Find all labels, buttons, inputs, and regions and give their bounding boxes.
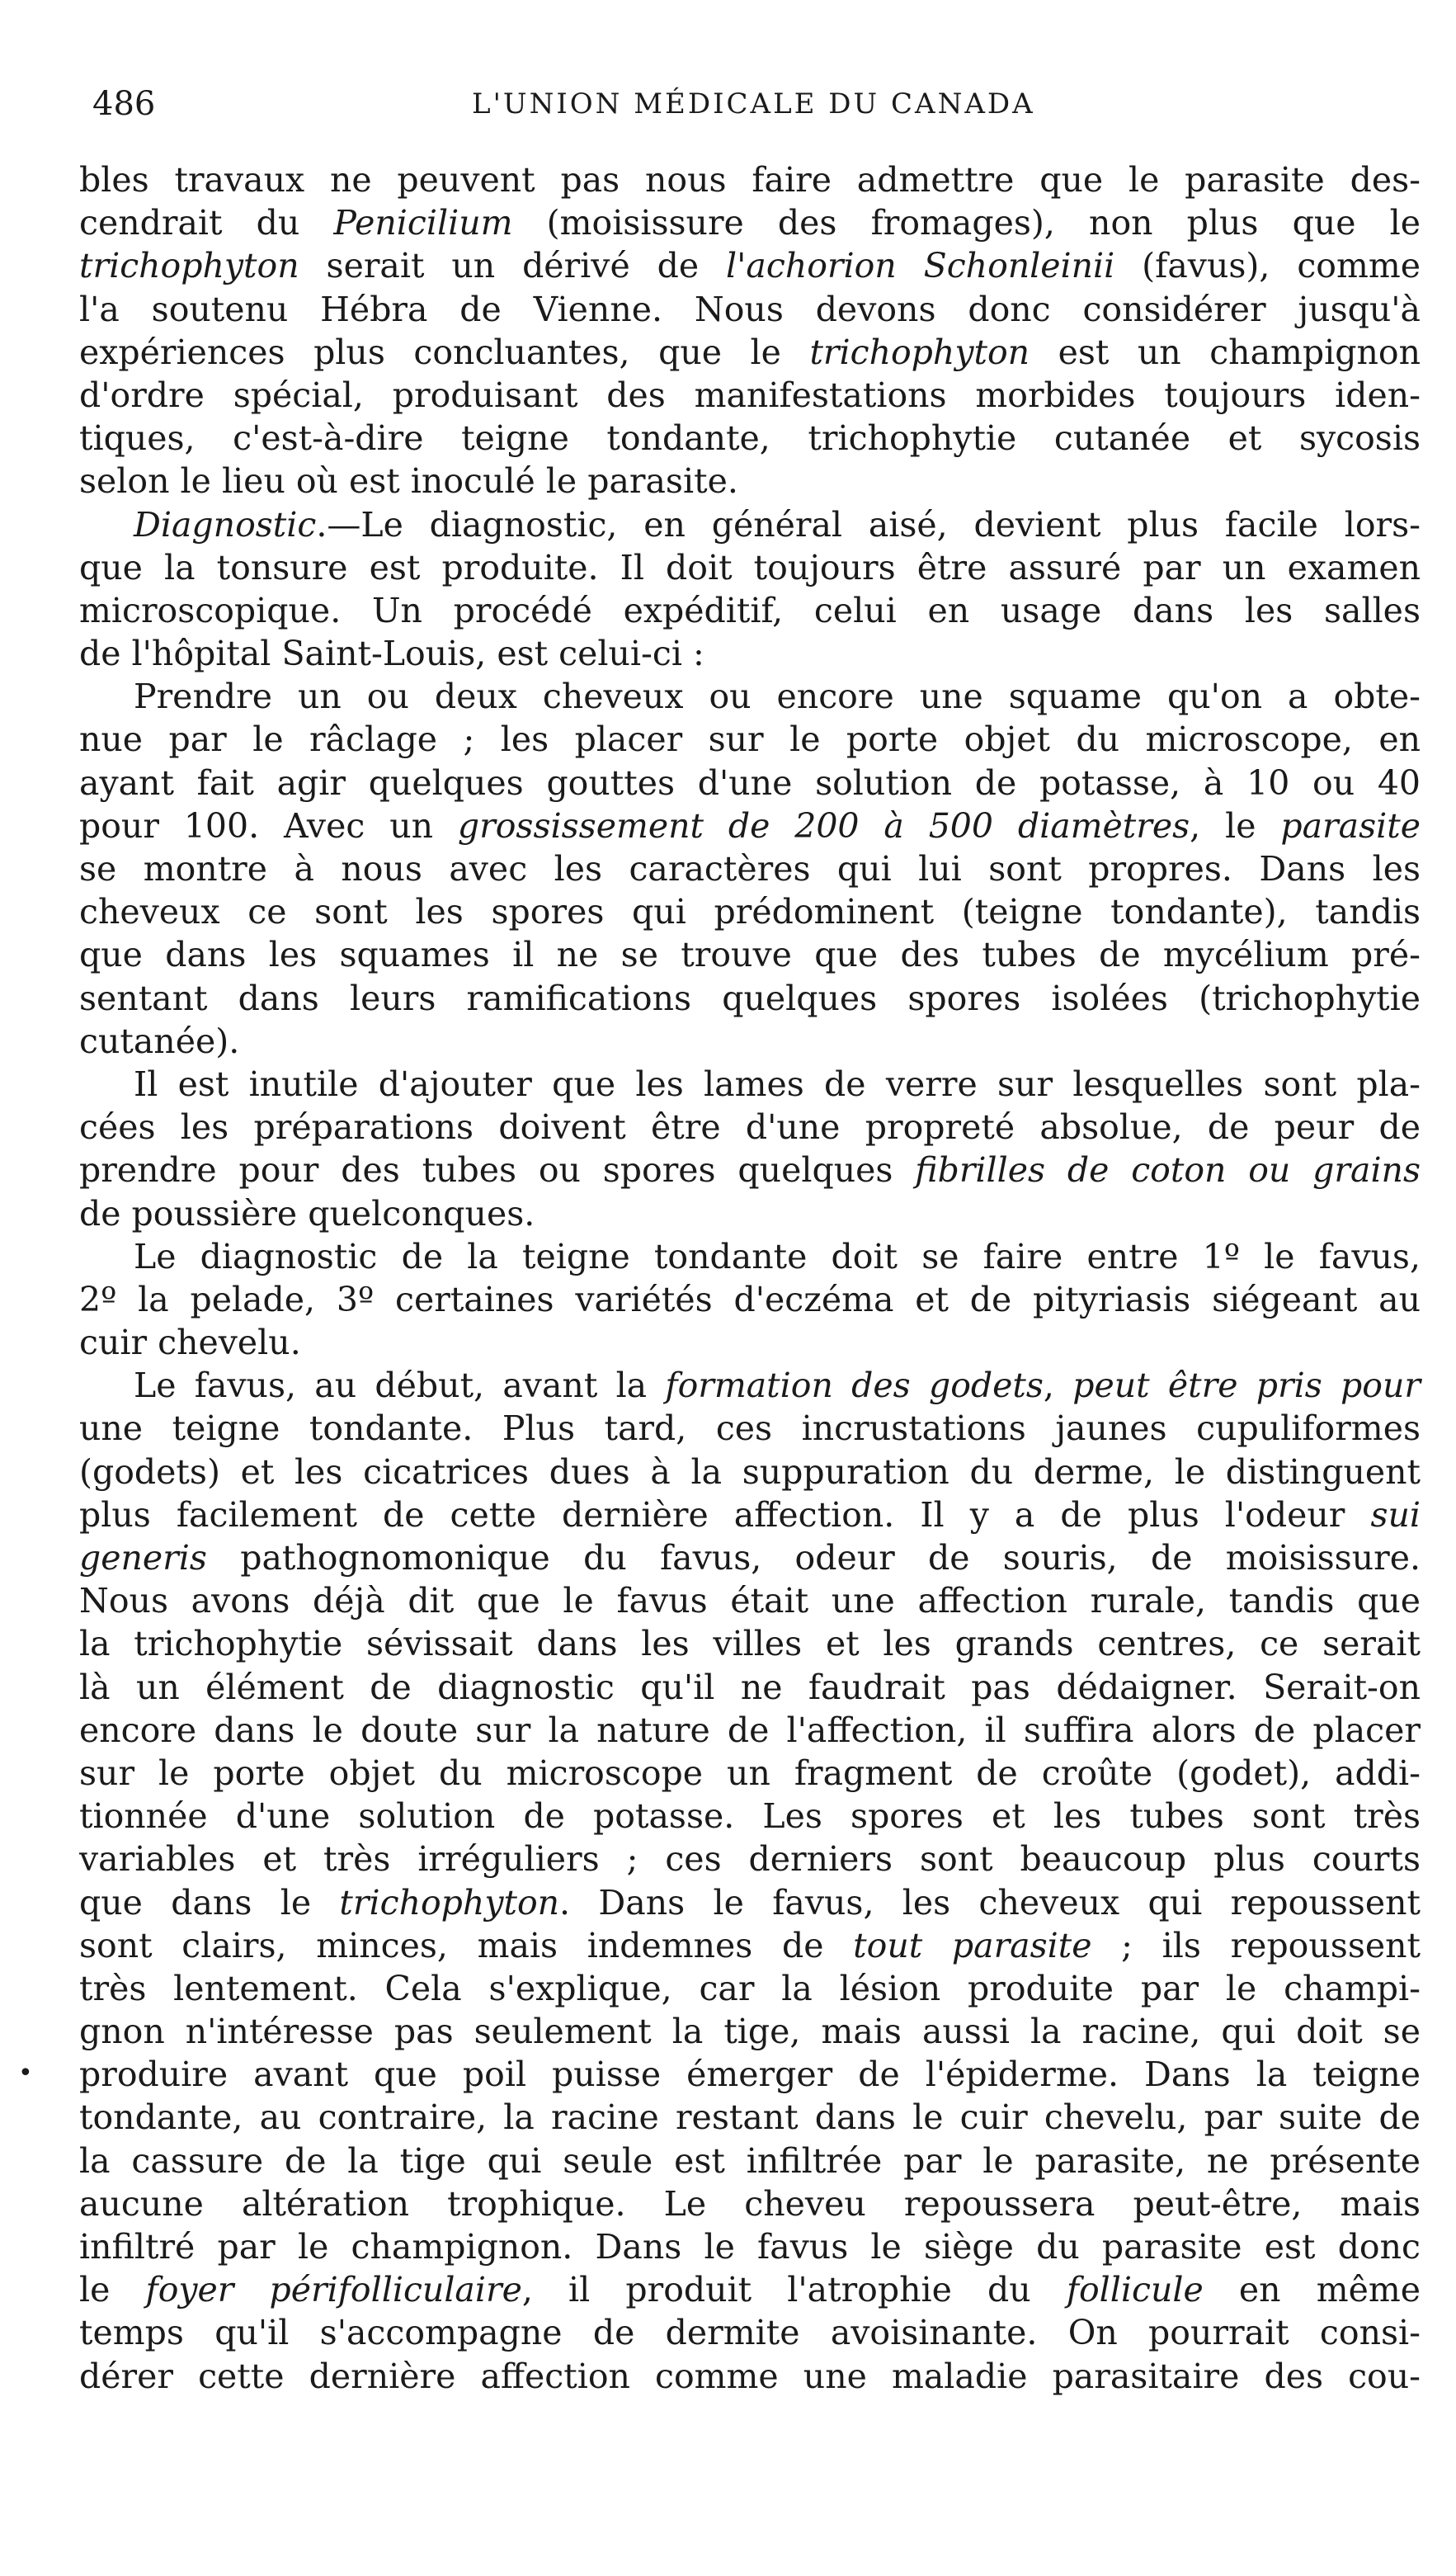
text-line: Nous avons déjà dit que le favus était une affection rurale, tandis que bbox=[79, 1581, 1421, 1621]
text-line: là un élément de diagnostic qu'il ne faudrait pas dédaigner. Serait-on bbox=[79, 1667, 1421, 1707]
text-line: prendre pour des tubes ou spores quelques fibrilles de coton ou grains bbox=[79, 1150, 1421, 1191]
text-line: expériences plus concluantes, que le trichophyton est un champignon bbox=[79, 332, 1421, 372]
paragraph-diagnostic bbox=[79, 503, 1421, 676]
text-line: infiltré par le champignon. Dans le favus le siège du parasite est donc bbox=[79, 2227, 1421, 2267]
text-line: generis pathognomonique du favus, odeur de souris, de moisissure. bbox=[79, 1538, 1421, 1578]
italic-term: foyer périfolliculaire bbox=[145, 2270, 522, 2310]
italic-term: trichophyton bbox=[79, 246, 299, 286]
text-line: plus facilement de cette dernière affection. Il y a de plus l'odeur sui bbox=[79, 1494, 1421, 1535]
text-line: que dans les squames il ne se trouve que des tubes de mycélium pré- bbox=[79, 935, 1421, 975]
italic-term: Diagnostic bbox=[134, 504, 317, 545]
text-line: encore dans le doute sur la nature de l'affection, il suffira alors de placer bbox=[79, 1710, 1421, 1750]
text-line: 2º la pelade, 3º certaines variétés d'eczéma et de pityriasis siégeant au bbox=[79, 1279, 1421, 1319]
text-line: le foyer périfolliculaire, il produit l'atrophie du follicule en même bbox=[79, 2270, 1421, 2310]
paragraph-slides bbox=[79, 1063, 1421, 1235]
running-head bbox=[92, 79, 1408, 129]
italic-term: tout parasite bbox=[853, 1925, 1092, 1965]
text-line: d'ordre spécial, produisant des manifestations morbides toujours iden- bbox=[79, 375, 1421, 415]
text-line: ayant fait agir quelques gouttes d'une solution de potasse, à 10 ou 40 bbox=[79, 762, 1421, 803]
text-line: selon le lieu où est inoculé le parasite. bbox=[79, 461, 738, 502]
text-line: pour 100. Avec un grossissement de 200 à 500 diamètres, le parasite bbox=[79, 805, 1421, 846]
italic-term: peut être pris pour bbox=[1072, 1366, 1421, 1406]
text-line: dérer cette dernière affection comme une maladie parasitaire des cou- bbox=[79, 2356, 1421, 2396]
text-line: gnon n'intéresse pas seulement la tige, mais aussi la racine, qui doit se bbox=[79, 2012, 1421, 2052]
text-line: tondante, au contraire, la racine restant dans le cuir chevelu, par suite de bbox=[79, 2097, 1421, 2138]
italic-term: follicule bbox=[1066, 2270, 1204, 2310]
text-line: Prendre un ou deux cheveux ou encore une squame qu'on a obte- bbox=[134, 677, 1421, 717]
text-line: que dans le trichophyton. Dans le favus, les cheveux qui repoussent bbox=[79, 1882, 1421, 1923]
text-line: tiques, c'est-à-dire teigne tondante, trichophytie cutanée et sycosis bbox=[79, 418, 1421, 459]
text-line: nue par le râclage ; les placer sur le porte objet du microscope, en bbox=[79, 719, 1421, 760]
text-line: très lentement. Cela s'explique, car la lésion produite par le champi- bbox=[79, 1968, 1421, 2008]
text-line: microscopique. Un procédé expéditif, celui en usage dans les salles bbox=[79, 590, 1421, 630]
text-line: tionnée d'une solution de potasse. Les spores et les tubes sont très bbox=[79, 1796, 1421, 1837]
text-line: (godets) et les cicatrices dues à la suppuration du derme, le distinguent bbox=[79, 1451, 1421, 1492]
text-line: cendrait du Penicilium (moisissure des fromages), non plus que le bbox=[79, 203, 1421, 243]
page-number: 486 bbox=[92, 85, 156, 123]
text-line: cheveux ce sont les spores qui prédominent (teigne tondante), tandis bbox=[79, 892, 1421, 932]
italic-term: formation des godets bbox=[665, 1366, 1044, 1406]
paragraph-parasite-origin bbox=[79, 158, 1421, 503]
text-line: une teigne tondante. Plus tard, ces incrustations jaunes cupuliformes bbox=[79, 1408, 1421, 1449]
text-line: de poussière quelconques. bbox=[79, 1193, 535, 1234]
italic-term: parasite bbox=[1280, 805, 1421, 846]
text-line: la trichophytie sévissait dans les villes et les grands centres, ce serait bbox=[79, 1624, 1421, 1664]
text-line: la cassure de la tige qui seule est infiltrée par le parasite, ne présente bbox=[79, 2140, 1421, 2181]
text-line: Le diagnostic de la teigne tondante doit se faire entre 1º le favus, bbox=[134, 1236, 1421, 1276]
text-line: de l'hôpital Saint-Louis, est celui-ci : bbox=[79, 634, 704, 674]
italic-term: fibrilles de coton ou grains bbox=[915, 1150, 1421, 1191]
italic-term: l'achorion Schonleinii bbox=[726, 246, 1115, 286]
body-text bbox=[79, 158, 1421, 2398]
margin-mark: • bbox=[18, 2059, 33, 2088]
text-line: bles travaux ne peuvent pas nous faire admettre que le parasite des- bbox=[79, 160, 1421, 200]
text-line: cutanée). bbox=[79, 1021, 240, 1061]
italic-term: Penicilium bbox=[333, 203, 513, 243]
text-line: cuir chevelu. bbox=[79, 1323, 301, 1363]
text-line: se montre à nous avec les caractères qui lui sont propres. Dans les bbox=[79, 849, 1421, 889]
paragraph-differential bbox=[79, 1235, 1421, 1365]
text-line: Il est inutile d'ajouter que les lames de verre sur lesquelles sont pla- bbox=[134, 1064, 1421, 1104]
text-line: l'a soutenu Hébra de Vienne. Nous devons donc considérer jusqu'à bbox=[79, 289, 1421, 329]
italic-term: generis bbox=[79, 1538, 207, 1578]
paragraph-procedure bbox=[79, 675, 1421, 1063]
text-line: que la tonsure est produite. Il doit toujours être assuré par un examen bbox=[79, 547, 1421, 587]
journal-title: L'UNION MÉDICALE DU CANADA bbox=[472, 87, 1035, 120]
text-line: produire avant que poil puisse émerger de l'épiderme. Dans la teigne bbox=[79, 2055, 1421, 2095]
text-line: sont clairs, minces, mais indemnes de tout parasite ; ils repoussent bbox=[79, 1925, 1421, 1965]
text-line: temps qu'il s'accompagne de dermite avoisinante. On pourrait consi- bbox=[79, 2313, 1421, 2353]
text-line: Diagnostic.—Le diagnostic, en général aisé, devient plus facile lors- bbox=[134, 504, 1421, 545]
italic-term: sui bbox=[1370, 1494, 1421, 1535]
text-line: aucune altération trophique. Le cheveu repoussera peut-être, mais bbox=[79, 2183, 1421, 2224]
text-line: sentant dans leurs ramifications quelques spores isolées (trichophytie bbox=[79, 978, 1421, 1018]
text-line: trichophyton serait un dérivé de l'achorion Schonleinii (favus), comme bbox=[79, 246, 1421, 286]
text-line: cées les préparations doivent être d'une propreté absolue, de peur de bbox=[79, 1107, 1421, 1148]
italic-term: grossissement de 200 à 500 diamètres bbox=[457, 805, 1190, 846]
text-line: sur le porte objet du microscope un fragment de croûte (godet), addi- bbox=[79, 1753, 1421, 1793]
paragraph-favus bbox=[79, 1364, 1421, 2398]
text-line: Le favus, au début, avant la formation des godets, peut être pris pour bbox=[134, 1366, 1421, 1406]
italic-term: trichophyton bbox=[339, 1882, 560, 1923]
text-line: variables et très irréguliers ; ces derniers sont beaucoup plus courts bbox=[79, 1839, 1421, 1880]
italic-term: trichophyton bbox=[809, 332, 1030, 372]
